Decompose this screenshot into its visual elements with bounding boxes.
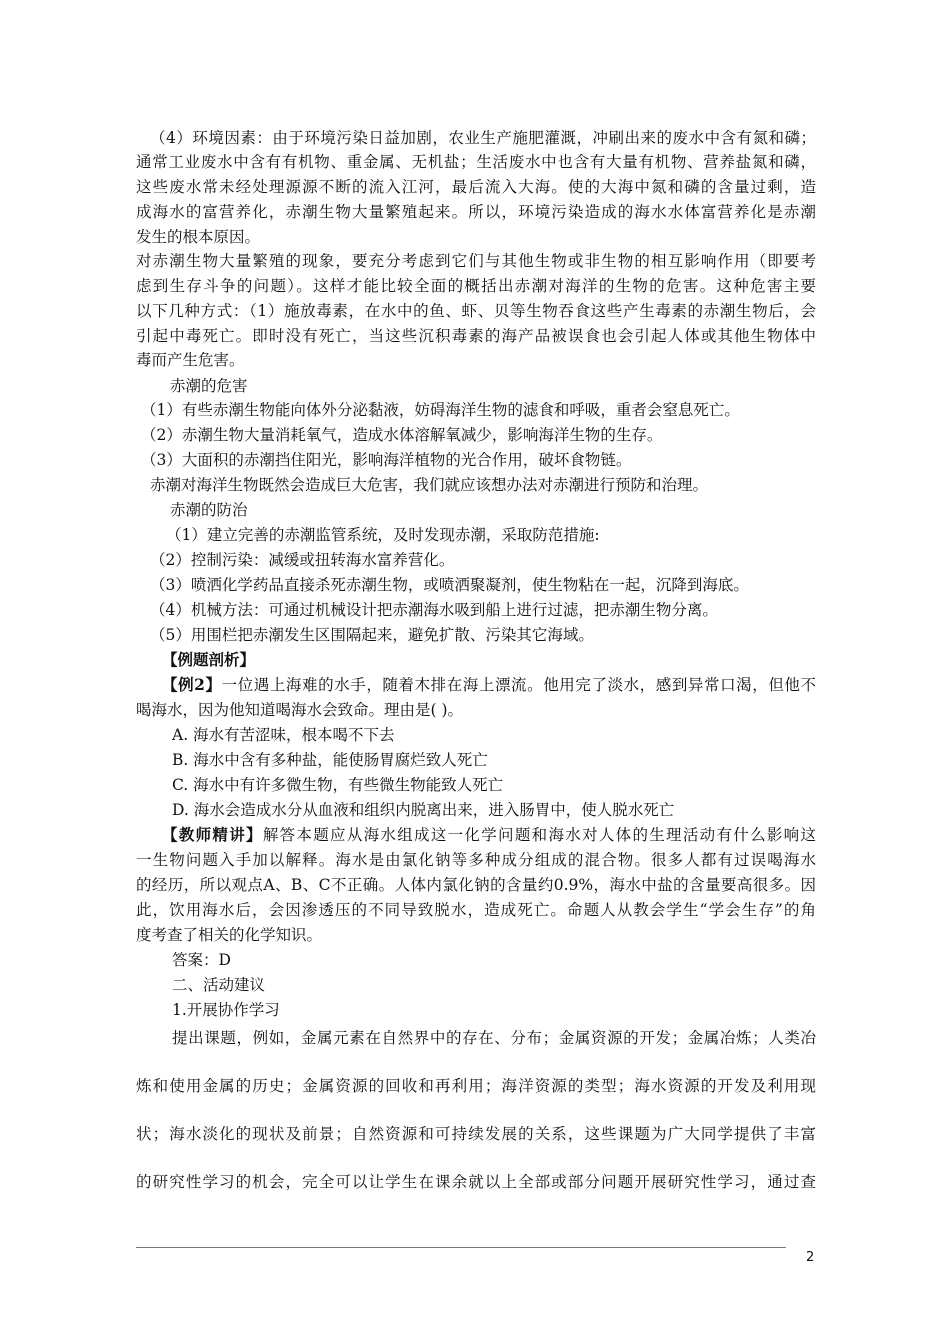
prevent-item-2: （2）控制污染：减缓或扭转海水富养营化。	[150, 551, 455, 569]
page-number: 2	[806, 1250, 815, 1265]
example-heading: 【例题剖析】	[162, 650, 256, 669]
harm-summary: 赤潮对海洋生物既然会造成巨大危害，我们就应该想办法对赤潮进行预防和治理。	[150, 476, 709, 494]
option-b: B. 海水中含有多种盐，能使肠胃腐烂致人死亡	[172, 751, 488, 769]
teacher-text-part1: 解答本题应从海水组成这一化学问题和海水对人体的生理活动有什么影响这	[262, 826, 816, 844]
prevent-item-1: （1）建立完善的赤潮监管系统，及时发现赤潮，采取防范措施:	[166, 526, 600, 544]
option-c: C. 海水中有许多微生物，有些微生物能致人死亡	[172, 776, 504, 794]
teacher-line2: 一生物问题入手加以解释。海水是由氯化钠等多种成分组成的混合物。很多人都有过误喝海水	[136, 851, 816, 869]
para1-line3: 这些废水常未经处理源源不断的流入江河，最后流入大海。使的大海中氮和磷的含量过剩，造	[136, 178, 816, 196]
activity-line2: 炼和使用金属的历史；金属资源的回收和再利用；海洋资源的类型；海水资源的开发及利用现	[136, 1077, 816, 1095]
harm-item-1: （1）有些赤潮生物能向体外分泌黏液，妨碍海洋生物的滤食和呼吸，重者会窒息死亡。	[141, 401, 740, 419]
footer-rule	[136, 1247, 786, 1248]
teacher-label: 【教师精讲】	[162, 825, 263, 844]
subsection-title: 1.开展协作学习	[172, 1001, 280, 1019]
para1-line5: 发生的根本原因。	[136, 228, 261, 246]
activity-line4: 的研究性学习的机会，完全可以让学生在课余就以上全部或部分问题开展研究性学习，通过查	[136, 1173, 816, 1191]
para2-line3: 以下几种方式：（1）施放毒素，在水中的鱼、虾、贝等生物吞食这些产生毒素的赤潮生物后，会	[136, 302, 816, 320]
teacher-line3: 的经历，所以观点A、B、C不正确。人体内氯化钠的含量约0.9%，海水中盐的含量要高很多。因	[136, 876, 816, 894]
teacher-line4: 此，饮用海水后，会因渗透压的不同导致脱水，造成死亡。命题人从教会学生“学会生存”的角	[136, 901, 816, 919]
para2-line1: 对赤潮生物大量繁殖的现象，要充分考虑到它们与其他生物或非生物的相互影响作用（即要考	[136, 252, 816, 270]
teacher-line5: 度考查了相关的化学知识。	[136, 926, 323, 944]
prevent-item-3: （3）喷洒化学药品直接杀死赤潮生物，或喷洒聚凝剂，使生物粘在一起，沉降到海底。	[150, 576, 749, 594]
prevent-item-5: （5）用围栏把赤潮发生区围隔起来，避免扩散、污染其它海域。	[150, 626, 594, 644]
example-line2: 喝海水，因为他知道喝海水会致命。理由是( )。	[136, 701, 464, 719]
para1-line4: 成海水的富营养化，赤潮生物大量繁殖起来。所以，环境污染造成的海水水体富营养化是赤潮	[136, 203, 816, 221]
prevent-item-4: （4）机械方法：可通过机械设计把赤潮海水吸到船上进行过滤，把赤潮生物分离。	[150, 601, 718, 619]
para1-line2: 通常工业废水中含有有机物、重金属、无机盐；生活废水中也含有大量有机物、营养盐氮和磷，	[136, 153, 816, 171]
harm-item-3: （3）大面积的赤潮挡住阳光，影响海洋植物的光合作用，破坏食物链。	[141, 451, 632, 469]
para2-line4: 引起中毒死亡。即时没有死亡，当这些沉积毒素的海产品被误食也会引起人体或其他生物体中	[136, 327, 816, 345]
teacher-line1	[162, 823, 816, 847]
prevent-title: 赤潮的防治	[170, 501, 248, 519]
answer: 答案：D	[172, 951, 231, 969]
option-a: A. 海水有苦涩味，根本喝不下去	[172, 726, 395, 744]
activity-line3: 状；海水淡化的现状及前景；自然资源和可持续发展的关系，这些课题为广大同学提供了丰富	[136, 1125, 816, 1143]
para2-line2: 虑到生存斗争的问题）。这样才能比较全面的概括出赤潮对海洋的生物的危害。这种危害主要	[136, 277, 816, 295]
para2-line5: 毒而产生危害。	[136, 351, 245, 369]
harm-item-2: （2）赤潮生物大量消耗氧气，造成水体溶解氧减少，影响海洋生物的生存。	[141, 426, 663, 444]
harm-title: 赤潮的危害	[170, 377, 248, 395]
example-question-part1: 一位遇上海难的水手，随着木排在海上漂流。他用完了淡水，感到异常口渴，但他不	[221, 676, 816, 694]
section-title: 二、活动建议	[172, 976, 266, 994]
example-line1	[162, 673, 816, 697]
para1-line1: （4）环境因素：由于环境污染日益加剧，农业生产施肥灌溉，冲刷出来的废水中含有氮和磷；	[150, 129, 816, 147]
activity-line1: 提出课题，例如，金属元素在自然界中的存在、分布；金属资源的开发；金属冶炼；人类冶	[172, 1029, 816, 1047]
example-label: 【例2】	[162, 675, 222, 694]
option-d: D. 海水会造成水分从血液和组织内脱离出来，进入肠胃中，使人脱水死亡	[172, 801, 675, 819]
